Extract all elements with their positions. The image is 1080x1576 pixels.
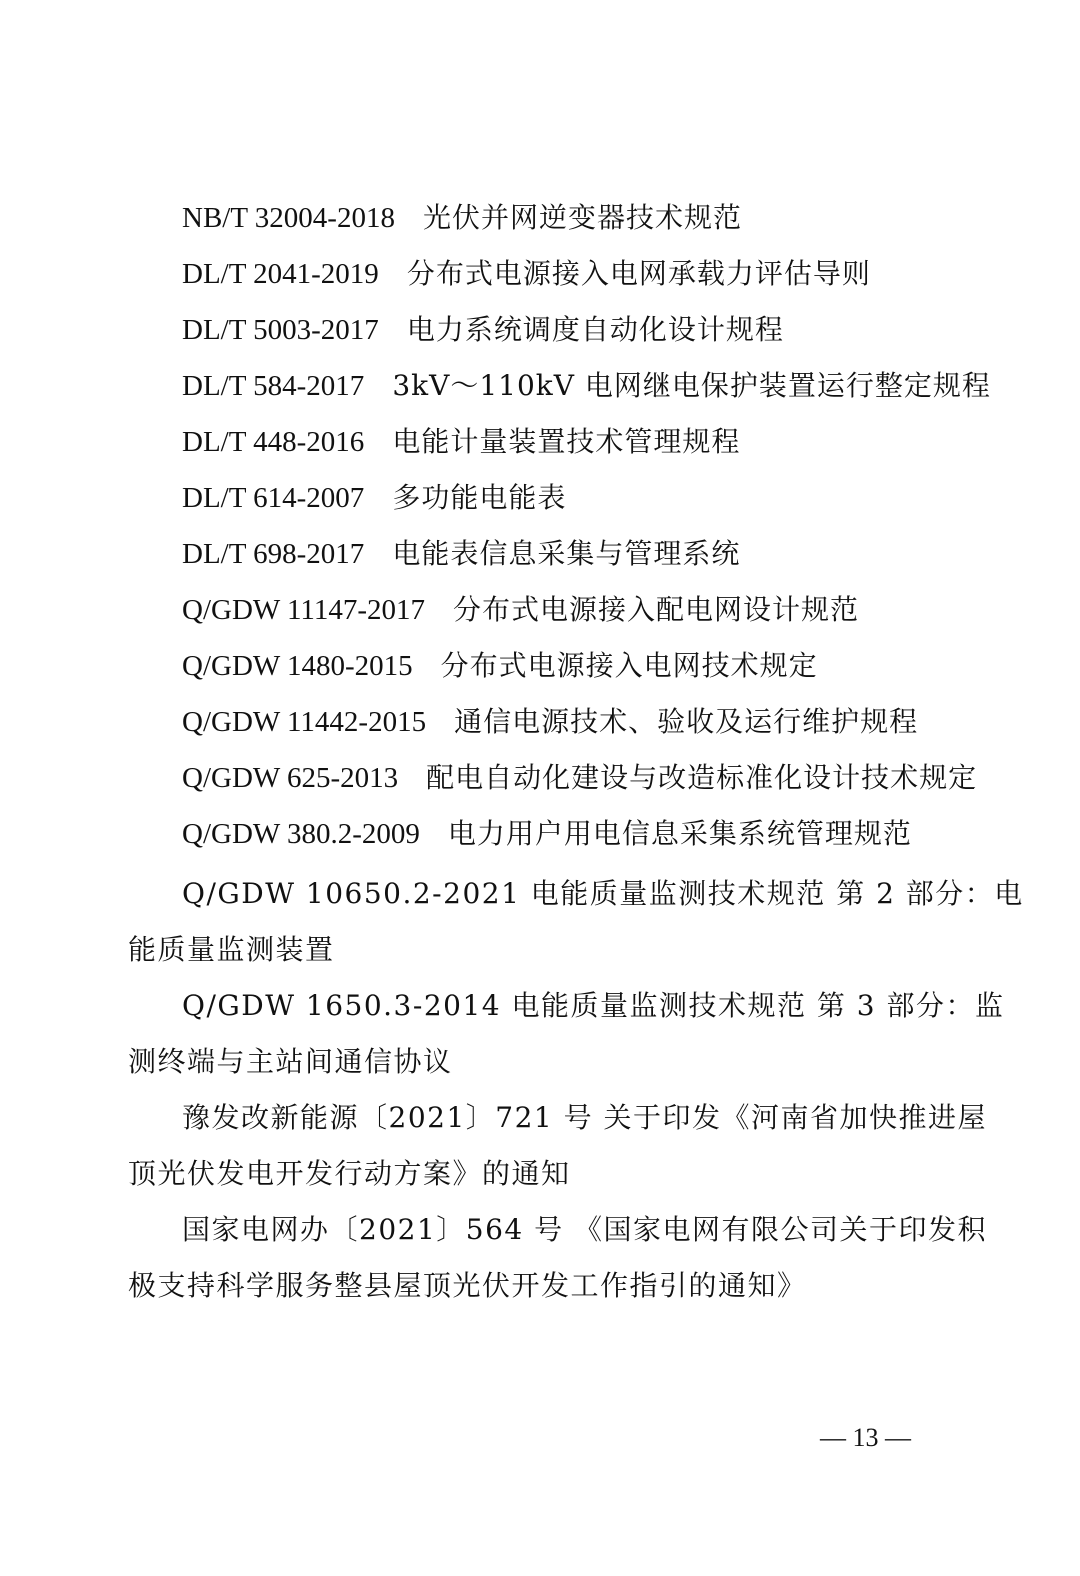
standard-title: 分布式电源接入电网承载力评估导则 <box>406 257 871 290</box>
paragraph-line-2: 顶光伏发电开发行动方案》的通知 <box>128 1157 571 1190</box>
standard-code: NB/T 32004-2018 <box>182 202 395 234</box>
reference-paragraph <box>128 1090 988 1202</box>
standard-item <box>182 758 977 798</box>
standard-item <box>182 702 918 742</box>
standard-item <box>182 534 740 574</box>
standard-item <box>182 814 912 854</box>
standard-code: DL/T 584-2017 <box>182 370 365 402</box>
standard-code: Q/GDW 380.2-2009 <box>182 818 420 850</box>
paragraph-line-2: 极支持科学服务整县屋顶光伏开发工作指引的通知》 <box>128 1269 807 1302</box>
standard-title: 光伏并网逆变器技术规范 <box>422 201 742 234</box>
standard-code: DL/T 2041-2019 <box>182 258 379 290</box>
reference-paragraph <box>128 978 1005 1090</box>
reference-paragraph <box>128 866 1024 978</box>
standard-code: DL/T 448-2016 <box>182 426 365 458</box>
standard-code: DL/T 698-2017 <box>182 538 365 570</box>
standard-code: Q/GDW 11442-2015 <box>182 706 427 738</box>
standard-code: DL/T 614-2007 <box>182 482 365 514</box>
standard-item <box>182 366 991 406</box>
standard-title: 电力系统调度自动化设计规程 <box>406 313 784 346</box>
paragraph-line-2: 能质量监测装置 <box>128 933 335 966</box>
reference-paragraph <box>128 1202 988 1314</box>
standard-title: 电能计量装置技术管理规程 <box>392 425 741 458</box>
standard-code: DL/T 5003-2017 <box>182 314 379 346</box>
standard-item <box>182 646 818 686</box>
standard-title: 电能表信息采集与管理系统 <box>392 537 741 570</box>
standard-title: 3kV～110kV 电网继电保护装置运行整定规程 <box>392 369 991 402</box>
standard-item <box>182 478 566 518</box>
standard-code: Q/GDW 625-2013 <box>182 762 399 794</box>
standard-title: 分布式电源接入电网技术规定 <box>440 649 818 682</box>
standard-title: 通信电源技术、验收及运行维护规程 <box>454 705 919 738</box>
standard-code: Q/GDW 11147-2017 <box>182 594 425 626</box>
paragraph-line-2: 测终端与主站间通信协议 <box>128 1045 453 1078</box>
paragraph-line-1: Q/GDW 10650.2-2021 电能质量监测技术规范 第 2 部分：电 <box>182 877 1024 910</box>
standard-item <box>182 422 740 462</box>
standard-item <box>182 590 859 630</box>
page-number: — 13 — <box>820 1423 911 1452</box>
standard-item <box>182 198 742 238</box>
standard-item <box>182 310 784 350</box>
standard-title: 配电自动化建设与改造标准化设计技术规定 <box>426 761 978 794</box>
paragraph-line-1: 豫发改新能源〔2021〕721 号 关于印发《河南省加快推进屋 <box>182 1101 988 1134</box>
paragraph-line-1: 国家电网办〔2021〕564 号 《国家电网有限公司关于印发积 <box>182 1213 988 1246</box>
paragraph-line-1: Q/GDW 1650.3-2014 电能质量监测技术规范 第 3 部分：监 <box>182 989 1005 1022</box>
standard-item <box>182 254 871 294</box>
standard-title: 分布式电源接入配电网设计规范 <box>453 593 860 626</box>
standard-title: 多功能电能表 <box>392 481 567 514</box>
standard-code: Q/GDW 1480-2015 <box>182 650 413 682</box>
standard-title: 电力用户用电信息采集系统管理规范 <box>447 817 912 850</box>
